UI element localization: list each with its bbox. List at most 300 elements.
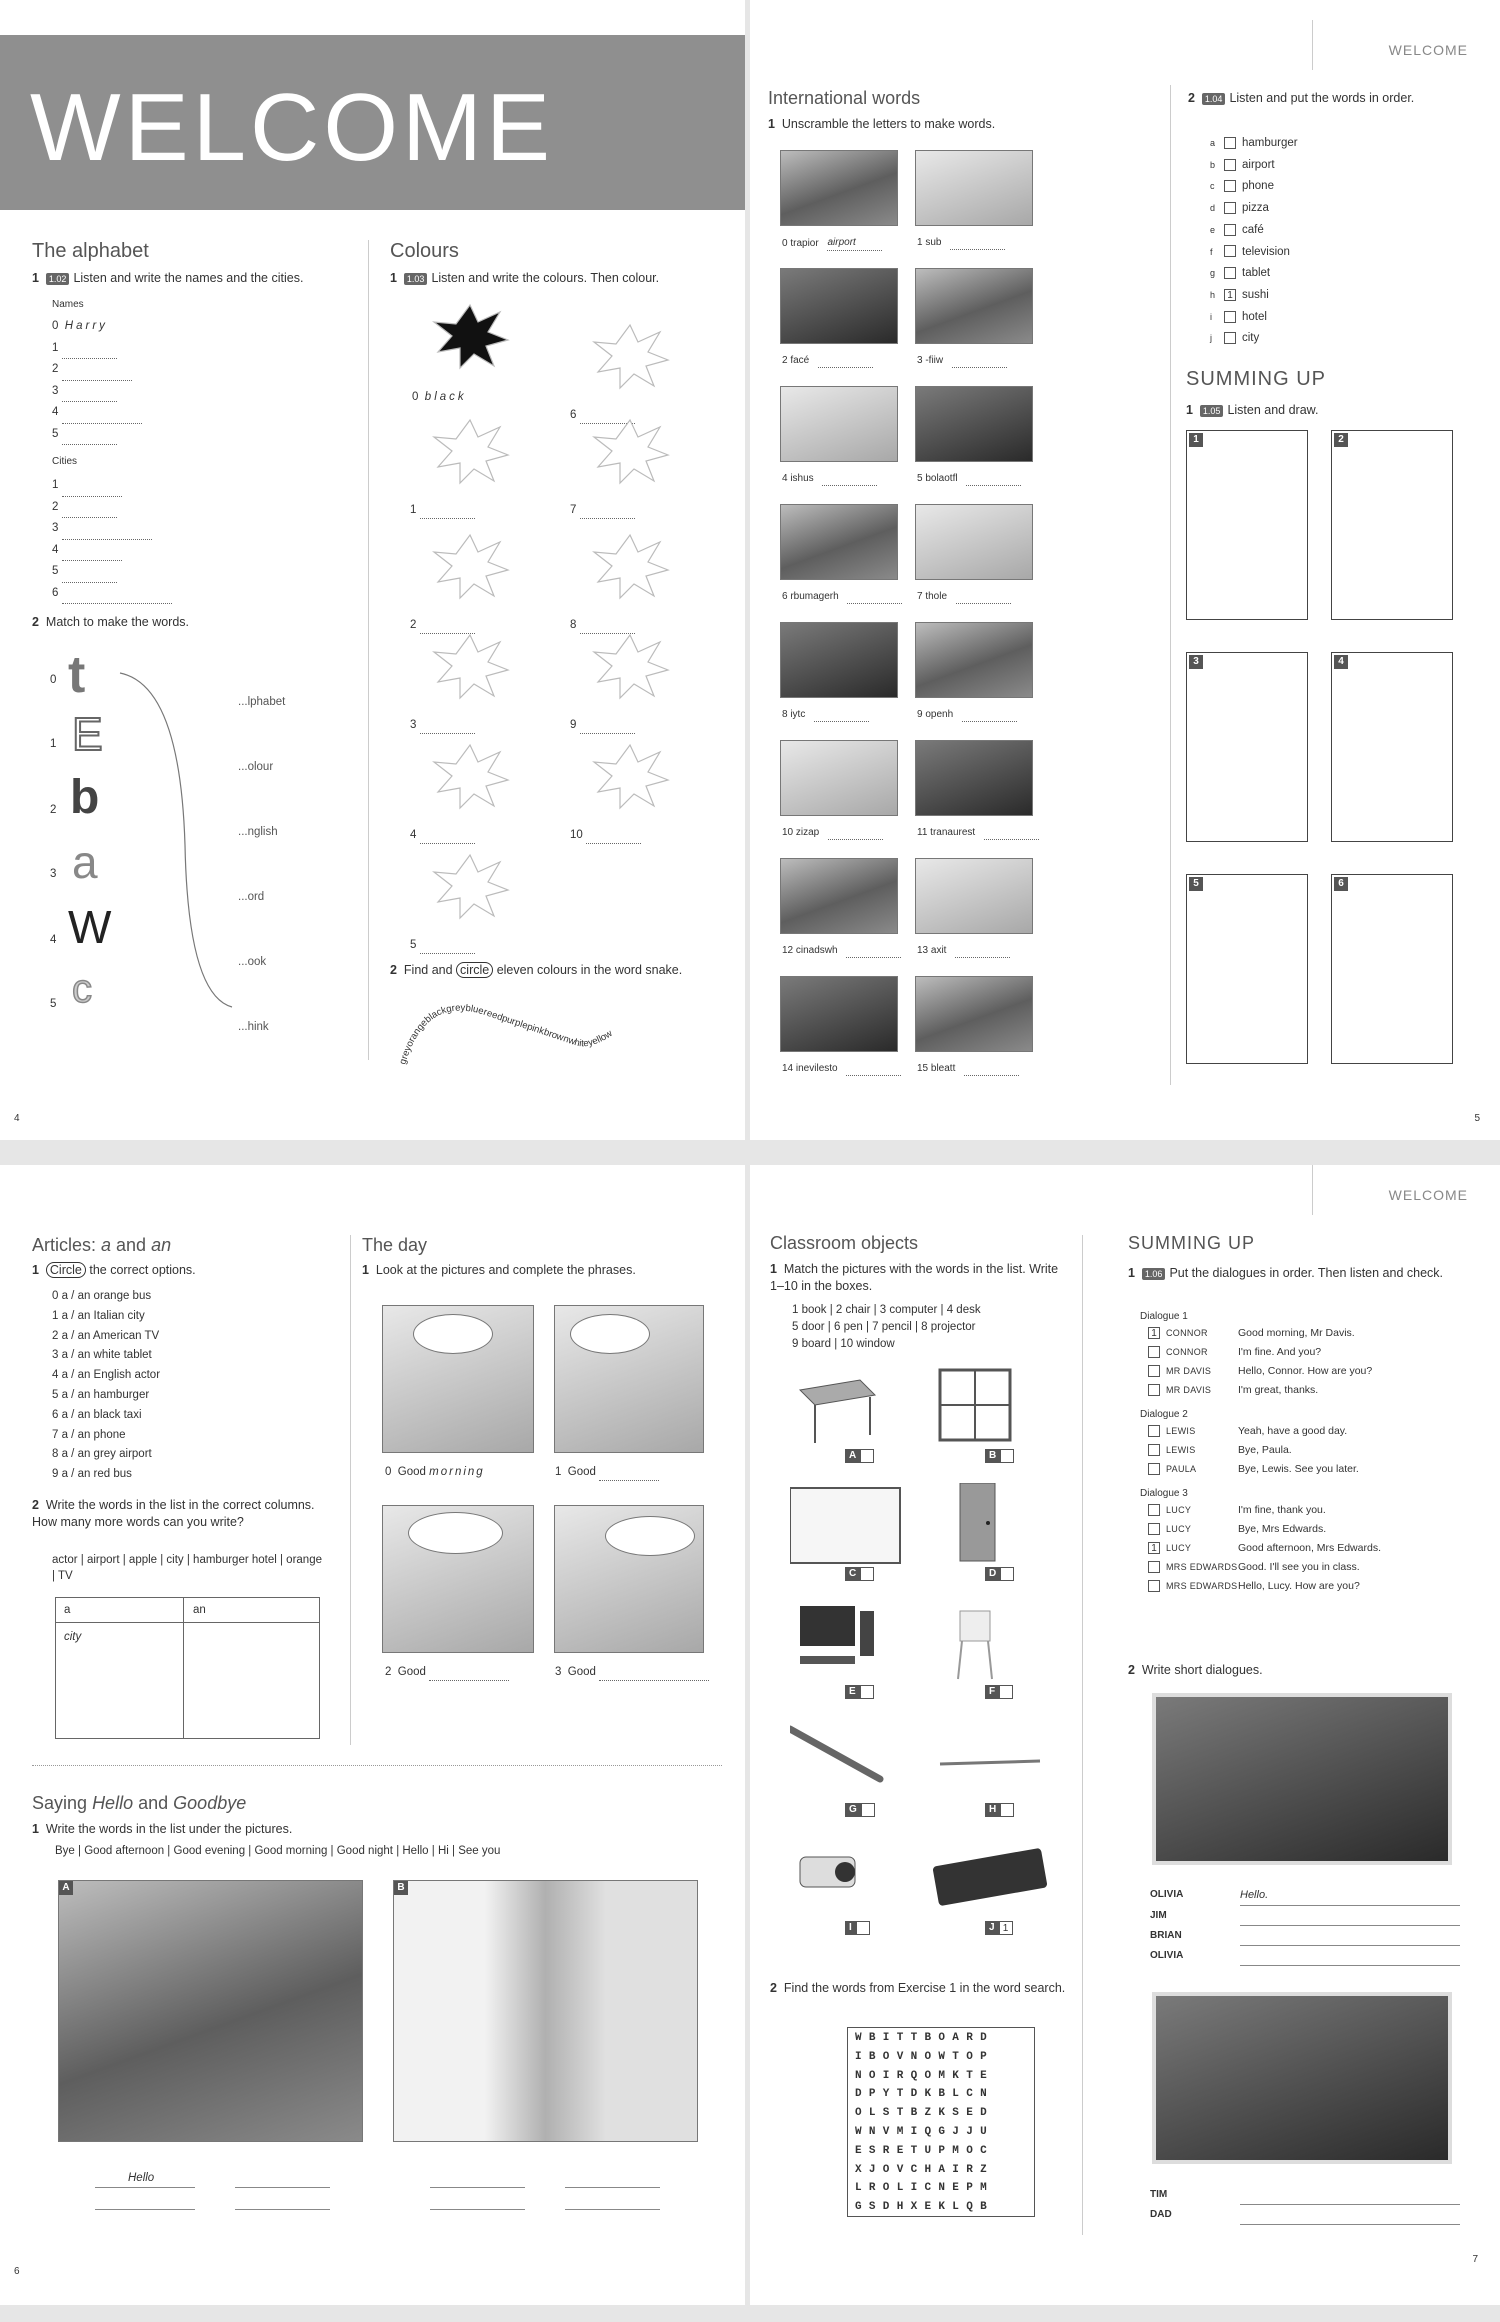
intl-caption: 8 iytc: [782, 708, 922, 722]
colour-splat[interactable]: [590, 630, 670, 700]
dialogue-line: [1148, 1541, 1488, 1555]
names-label: Names: [52, 299, 84, 310]
article-item: 9 a / an red bus: [52, 1468, 132, 1481]
object-tag: E: [845, 1685, 860, 1699]
page-number: 6: [14, 2266, 20, 2277]
intl-answer[interactable]: [964, 1075, 1019, 1076]
order-letter: e: [1210, 224, 1216, 235]
object-desk-icon: [790, 1365, 880, 1445]
speaker-name: OLIVIA: [1150, 1889, 1184, 1900]
word-search-row: ESRETUPMOC: [855, 2144, 995, 2157]
welcome-banner: [0, 35, 745, 210]
dialogue-line: [1148, 1579, 1488, 1593]
order-list: [1210, 133, 1298, 350]
order-letter: h: [1210, 289, 1216, 300]
order-letter: i: [1210, 311, 1212, 322]
letter-c: c: [72, 967, 92, 1011]
classroom-list: [792, 1302, 981, 1353]
order-item: [1210, 328, 1298, 350]
dialogue-checkbox[interactable]: [1148, 1523, 1160, 1535]
summing-ex1: 1 1.06 Put the dialogues in order. Then listen and check.: [1128, 1266, 1443, 1280]
object-answer-box[interactable]: [845, 1921, 870, 1935]
colour-number: 5: [410, 938, 475, 954]
speaker-line: [1150, 1926, 1480, 1946]
corner-rule: [1312, 20, 1313, 70]
speaker-answer[interactable]: [1240, 1946, 1460, 1966]
hello-ex1: 1 Write the words in the list under the pictures.: [32, 1822, 293, 1836]
object-computer-icon: [790, 1601, 880, 1681]
order-letter: a: [1210, 138, 1216, 148]
draw-box[interactable]: [1186, 652, 1308, 842]
intl-photo: [915, 976, 1033, 1052]
page-7: [750, 1165, 1500, 2305]
day-ex1: 1 Look at the pictures and complete the phrases.: [362, 1263, 636, 1277]
dialogue-1-speakers: [1150, 1885, 1480, 1966]
object-box[interactable]: [1000, 1803, 1014, 1817]
day-title: The day: [362, 1235, 428, 1255]
endings-list: [238, 670, 285, 1060]
speaker-answer[interactable]: [1240, 1906, 1460, 1926]
word-search-row: GSDHXEKLQB: [855, 2201, 995, 2214]
object-box[interactable]: [860, 1685, 874, 1699]
intl-photo: [915, 150, 1033, 226]
intl-caption: 4 ishus: [782, 472, 922, 486]
order-checkbox[interactable]: [1224, 180, 1236, 192]
names-list: 0 Harry 1 2 3 4 5: [52, 316, 142, 445]
speaker-name: BRIAN: [1150, 1930, 1182, 1941]
svg-text:greyorangeblackgreybluereedpur: [397, 1003, 614, 1066]
dialogue-text: Bye, Lewis. See you later.: [1238, 1463, 1359, 1475]
intl-answer[interactable]: [984, 839, 1039, 840]
intl-answer[interactable]: [955, 957, 1010, 958]
phrase-0: 0 Good morning: [385, 1466, 485, 1478]
dialogue-speaker: MR DAVIS: [1166, 1385, 1212, 1395]
dialogue-text: I'm fine, thank you.: [1238, 1504, 1326, 1516]
order-letter: f: [1210, 246, 1213, 257]
letter-E: E: [72, 708, 103, 760]
intl-caption: 11 tranaurest: [917, 826, 1057, 840]
corner-rule: [1312, 1165, 1313, 1215]
order-ex: [1188, 90, 1418, 107]
word-search: [847, 2027, 1035, 2217]
object-tag: B: [985, 1449, 1000, 1463]
letter-b: b: [70, 771, 100, 824]
dialogue-text: Yeah, have a good day.: [1238, 1425, 1348, 1437]
audio-icon[interactable]: 1.03: [404, 273, 428, 285]
dialogue-text: Bye, Paula.: [1238, 1444, 1292, 1456]
colour-splat[interactable]: [430, 300, 510, 370]
word-list: actor | airport | apple | city | hamburger hotel | orange | TV: [52, 1554, 322, 1582]
intl-answer[interactable]: [950, 249, 1005, 250]
word-search-row: XJOVCHAIRZ: [855, 2163, 995, 2176]
word-search-row: NOIRQOMKTE: [855, 2069, 995, 2082]
dialogue-checkbox[interactable]: [1148, 1384, 1160, 1396]
intl-answer[interactable]: airport: [827, 236, 882, 251]
colour-number: 7: [570, 503, 635, 519]
summing-title: SUMMING UP: [1186, 368, 1326, 390]
dialogue-checkbox[interactable]: [1148, 1463, 1160, 1475]
object-box[interactable]: [861, 1803, 875, 1817]
intl-title: International words: [768, 88, 921, 108]
classroom-ex1: 1 Match the pictures with the words in the list. Write 1–10 in the boxes.: [770, 1262, 1059, 1293]
order-text: Listen and put the words in order.: [1229, 91, 1415, 105]
intl-caption: 9 openh: [917, 708, 1057, 722]
colour-splat[interactable]: [430, 530, 510, 600]
alphabet-title: The alphabet: [32, 240, 149, 262]
ex2-text: Write short dialogues.: [1141, 1663, 1263, 1677]
dialogue-checkbox[interactable]: 1: [1148, 1327, 1160, 1339]
colour-number: 6: [570, 408, 635, 424]
object-box[interactable]: 1: [999, 1921, 1013, 1935]
draw-box[interactable]: [1186, 430, 1308, 620]
intl-answer[interactable]: [956, 603, 1011, 604]
audio-icon[interactable]: 1.06: [1142, 1268, 1166, 1280]
ex1-text: Look at the pictures and complete the phrases.: [375, 1263, 636, 1277]
dialogue-checkbox[interactable]: [1148, 1580, 1160, 1592]
match-line: [110, 665, 250, 1015]
object-answer-box[interactable]: [985, 1921, 1013, 1935]
ending: ...ook: [238, 956, 267, 968]
corner-label: WELCOME: [1388, 1187, 1468, 1203]
photo-wave: [393, 1880, 698, 2142]
colour-splat[interactable]: [590, 320, 670, 390]
letter-W: W: [68, 901, 112, 953]
articles-ex2: 2 Write the words in the list in the correct columns. How many more words can you write?: [32, 1498, 315, 1529]
dialogue-checkbox[interactable]: [1148, 1561, 1160, 1573]
colour-splat[interactable]: [590, 415, 670, 485]
object-box[interactable]: [999, 1685, 1013, 1699]
phrase-3: 3 Good: [555, 1665, 709, 1681]
column-divider: [1170, 85, 1171, 1085]
intl-caption: 15 bleatt: [917, 1062, 1057, 1076]
speaker-name: JIM: [1150, 1910, 1167, 1921]
snake-text: greyorangeblackgreybluereedpurplepinkbrownwhiteyellow: [397, 1002, 615, 1066]
audio-icon[interactable]: 1.05: [1200, 405, 1224, 417]
dialogue-line: [1148, 1345, 1488, 1359]
article-item: 5 a / an hamburger: [52, 1388, 150, 1401]
article-item: 8 a / an grey airport: [52, 1448, 152, 1461]
order-word: television: [1242, 245, 1290, 258]
order-word: airport: [1242, 158, 1275, 171]
colour-number: 2: [410, 618, 475, 634]
draw-box[interactable]: [1331, 652, 1453, 842]
speaker-line: [1150, 1906, 1480, 1926]
ending: ...hink: [238, 1021, 269, 1033]
order-letter: g: [1210, 268, 1216, 279]
speaker-line: [1150, 1885, 1480, 1906]
intl-caption: 12 cinadswh: [782, 944, 922, 958]
summing-ex1: 1 1.05 Listen and draw.: [1186, 403, 1319, 417]
intl-answer[interactable]: [952, 367, 1007, 368]
word-search-row: IBOVNOWTOP: [855, 2050, 995, 2063]
dialogue-text: Hello, Lucy. How are you?: [1238, 1580, 1360, 1592]
intl-photo: [915, 740, 1033, 816]
intl-answer[interactable]: [846, 1075, 901, 1076]
page-number: 5: [1474, 1113, 1480, 1124]
speaker-line: [1150, 2185, 1480, 2205]
colour-splat[interactable]: [430, 630, 510, 700]
colour-number: 4: [410, 828, 475, 844]
speaker-answer[interactable]: [1240, 2205, 1460, 2225]
intl-ex1: 1 Unscramble the letters to make words.: [768, 117, 996, 131]
phrase-answer: morning: [429, 1466, 485, 1478]
ex1-text: the correct options.: [89, 1263, 196, 1277]
object-chair-icon: [930, 1601, 1020, 1681]
audio-icon[interactable]: 1.02: [46, 273, 70, 285]
articles-ex1: 1 Circle the correct options.: [32, 1263, 196, 1277]
object-tag: D: [985, 1567, 1000, 1581]
object-box[interactable]: [1000, 1567, 1014, 1581]
word-search-row: DPYTDKBLCN: [855, 2088, 995, 2101]
order-checkbox[interactable]: [1224, 224, 1236, 236]
articles-title: Articles: a and an: [32, 1235, 172, 1255]
intl-photo: [915, 386, 1033, 462]
intl-answer[interactable]: [966, 485, 1021, 486]
intl-photo: [780, 858, 898, 934]
articles-list: [52, 1287, 160, 1485]
section-divider: [32, 1765, 722, 1766]
intl-photo: [780, 504, 898, 580]
tag-a: A: [59, 1881, 73, 1895]
ex1-text: Write the words in the list under the pictures.: [45, 1822, 293, 1836]
order-checkbox[interactable]: [1224, 202, 1236, 214]
order-letter: b: [1210, 159, 1216, 170]
summing-title: SUMMING UP: [1128, 1233, 1255, 1253]
phrase-2: 2 Good: [385, 1665, 509, 1681]
order-checkbox[interactable]: [1224, 245, 1236, 257]
order-word: phone: [1242, 180, 1274, 193]
intl-answer[interactable]: [818, 367, 873, 368]
object-box[interactable]: [860, 1449, 874, 1463]
intl-photo: [780, 150, 898, 226]
cities-list: 1 2 3 4 5 6: [52, 475, 172, 604]
dialogue-line: [1148, 1326, 1488, 1340]
word-search-row: LROLICNEPM: [855, 2182, 995, 2195]
object-box[interactable]: [1000, 1449, 1014, 1463]
object-box[interactable]: [856, 1921, 870, 1935]
order-word: café: [1242, 223, 1264, 236]
object-pencil-icon: [930, 1719, 1020, 1799]
colours-ex1: 1 1.03 Listen and write the colours. Then colour.: [390, 271, 660, 285]
dialogue-line: [1148, 1560, 1488, 1574]
dialogue-line: [1148, 1443, 1488, 1457]
order-checkbox[interactable]: [1224, 332, 1236, 344]
draw-box[interactable]: [1331, 430, 1453, 620]
object-answer-box[interactable]: [845, 1567, 874, 1581]
dialogue-checkbox[interactable]: 1: [1148, 1542, 1160, 1554]
page-6: [0, 1165, 745, 2305]
speaker-answer[interactable]: [1240, 1926, 1460, 1946]
article-item: 3 a / an white tablet: [52, 1349, 152, 1362]
ex2-text: Find the words from Exercise 1 in the word search.: [783, 1981, 1066, 1995]
dialogue-text: Good morning, Mr Davis.: [1238, 1327, 1355, 1339]
draw-box-number: 3: [1189, 655, 1203, 669]
hello-title: [32, 1793, 246, 1814]
intl-answer[interactable]: [847, 603, 902, 604]
dialogue-checkbox[interactable]: [1148, 1425, 1160, 1437]
intl-answer[interactable]: [822, 485, 877, 486]
object-answer-box[interactable]: [845, 1685, 874, 1699]
photo-street: [1152, 1693, 1452, 1865]
phrase-1: 1 Good: [555, 1465, 659, 1481]
order-word: city: [1242, 332, 1260, 345]
object-answer-box[interactable]: [985, 1803, 1014, 1817]
dialogue-speaker: LUCY: [1166, 1543, 1192, 1553]
object-tag: G: [845, 1803, 861, 1817]
dialogue-checkbox[interactable]: [1148, 1346, 1160, 1358]
intl-caption: 10 zizap: [782, 826, 922, 840]
hello-answer: Hello: [128, 2172, 155, 2184]
colour-splat[interactable]: [590, 740, 670, 810]
word-snake: [395, 975, 675, 1075]
order-item: [1210, 285, 1298, 307]
speaker-name: DAD: [1150, 2209, 1172, 2220]
object-answer-box[interactable]: [985, 1567, 1014, 1581]
object-answer-box[interactable]: [845, 1803, 875, 1817]
object-door-icon: [930, 1483, 1020, 1563]
ex1-text: Unscramble the letters to make words.: [781, 117, 996, 131]
t-em: Hello: [92, 1793, 134, 1813]
letter-t: t: [68, 646, 86, 704]
colour-splat[interactable]: [590, 530, 670, 600]
dialogue-line: [1148, 1383, 1488, 1397]
speaker-answer[interactable]: Hello.: [1240, 1885, 1460, 1906]
dialogue-speaker: MRS EDWARDS: [1166, 1562, 1238, 1572]
object-board-icon: [790, 1483, 880, 1563]
ex1-text: Match the pictures with the words in the list. Write 1–10 in the boxes.: [770, 1262, 1059, 1293]
dialogue-checkbox[interactable]: [1148, 1504, 1160, 1516]
article-item: 7 a / an phone: [52, 1428, 126, 1441]
column-divider: [368, 240, 369, 1060]
intl-photo: [915, 858, 1033, 934]
ending: ...olour: [238, 761, 274, 773]
dialogue-speaker: CONNOR: [1166, 1328, 1208, 1338]
name-answer: Harry: [64, 320, 108, 332]
answer-lines: [95, 2185, 695, 2215]
phrase-good: Good: [567, 1466, 596, 1478]
page-4: WELCOME The alphabet 1 1.02 Listen and write the names and the cities. Names 0 Harry 1 2 3 4 5 Cities 1 2 3 4 5 6 2 Match to make the words. 0 t 1 E 2 b 3 a 4 W 5 c ...lphabet ...olour ...nglish ...ord ...ook ...hink Colours 1 1.03 Listen and write the colours. Then colour. 6 1 7 2 8 3 9 4 10 5 0 black 2 Find and circle eleven colours in the word snake. greyorangeblackgreybluereedpurplepinkbrownwhiteyellow 4: [0, 0, 745, 1140]
dialogue-heading: Dialogue 2: [1140, 1409, 1188, 1420]
order-word: sushi: [1242, 288, 1269, 301]
draw-box-number: 2: [1334, 433, 1348, 447]
dialogue-line: [1148, 1424, 1488, 1438]
ex2-pre: Find and: [403, 963, 453, 977]
word-search-row: WNVMIQGJJU: [855, 2125, 995, 2138]
classroom-title: Classroom objects: [770, 1233, 919, 1253]
dialogue-speaker: LUCY: [1166, 1505, 1192, 1515]
dialogue-2-speakers: [1150, 2185, 1480, 2225]
draw-box[interactable]: [1331, 874, 1453, 1064]
colour-number: 10: [570, 828, 641, 844]
cities-label: Cities: [52, 456, 78, 467]
speaker-answer[interactable]: [1240, 2185, 1460, 2205]
draw-box-number: 5: [1189, 877, 1203, 891]
order-checkbox[interactable]: [1224, 159, 1236, 171]
article-item: 0 a / an orange bus: [52, 1290, 152, 1302]
ex1-text: Listen and write the colours. Then colour.: [431, 271, 660, 285]
ex1-text: Listen and draw.: [1227, 403, 1319, 417]
order-item: [1210, 176, 1298, 198]
object-answer-box[interactable]: [845, 1449, 874, 1463]
colour-number: 1: [410, 503, 475, 519]
colour-answer: black: [424, 391, 467, 403]
intl-caption: 7 thole: [917, 590, 1057, 604]
object-answer-box[interactable]: [985, 1449, 1014, 1463]
colours-ex2: 2 Find and circle eleven colours in the word snake.: [390, 963, 683, 977]
word-search-row: WBITTBOARD: [855, 2032, 995, 2044]
intl-caption: 5 bolaotfl: [917, 472, 1057, 486]
dialogue-heading: Dialogue 3: [1140, 1488, 1188, 1499]
ending: ...ord: [238, 891, 265, 903]
intl-photo: [780, 386, 898, 462]
word-search-row: OLSTBZKSED: [855, 2107, 995, 2120]
dialogue-checkbox[interactable]: [1148, 1444, 1160, 1456]
ending: ...nglish: [238, 826, 278, 838]
order-item: [1210, 198, 1298, 220]
intl-answer[interactable]: [962, 721, 1017, 722]
order-checkbox[interactable]: 1: [1224, 289, 1236, 301]
order-item: [1210, 242, 1298, 264]
dialogue-speaker: MR DAVIS: [1166, 1366, 1212, 1376]
article-item: 4 a / an English actor: [52, 1369, 161, 1382]
object-tag: C: [845, 1567, 860, 1581]
dialogue-speaker: LEWIS: [1166, 1445, 1196, 1455]
speaker-line: [1150, 2205, 1480, 2225]
order-item: [1210, 220, 1298, 242]
order-item: [1210, 263, 1298, 285]
ex-num: 2: [1188, 91, 1195, 105]
order-item: [1210, 133, 1298, 155]
order-item: [1210, 155, 1298, 177]
object-box[interactable]: [860, 1567, 874, 1581]
photo-handshake: [58, 1880, 363, 2142]
order-checkbox[interactable]: [1224, 137, 1236, 149]
alphabet-ex1: 1 1.02 Listen and write the names and the cities.: [32, 271, 304, 285]
list-line: 9 board | 10 window: [792, 1338, 895, 1350]
object-book-icon: [930, 1837, 1020, 1917]
object-tag: I: [845, 1921, 856, 1935]
summing-ex2: 2 Write short dialogues.: [1128, 1663, 1263, 1677]
letter-a: a: [72, 836, 98, 888]
order-checkbox[interactable]: [1224, 267, 1236, 279]
corner-label: WELCOME: [1388, 42, 1468, 58]
intl-answer[interactable]: [846, 957, 901, 958]
object-pen-icon: [790, 1719, 880, 1799]
ex2-text: Write the words in the list in the correct columns. How many more words can you write?: [32, 1498, 315, 1529]
speaker-name: TIM: [1150, 2189, 1168, 2200]
colour-splat[interactable]: [430, 850, 510, 920]
colour-splat[interactable]: [430, 415, 510, 485]
dialogue-text: Good. I'll see you in class.: [1238, 1561, 1360, 1573]
ex2-text: Match to make the words.: [45, 615, 190, 629]
dialogue-speaker: LUCY: [1166, 1524, 1192, 1534]
dialogue-checkbox[interactable]: [1148, 1365, 1160, 1377]
object-answer-box[interactable]: [985, 1685, 1013, 1699]
draw-box[interactable]: [1186, 874, 1308, 1064]
colour-splat[interactable]: [430, 740, 510, 810]
ex2-post: eleven colours in the word snake.: [496, 963, 683, 977]
intl-answer[interactable]: [814, 721, 869, 722]
classroom-ex2: 2 Find the words from Exercise 1 in the word search.: [770, 1981, 1066, 1995]
column-divider: [1082, 1235, 1083, 2235]
alphabet-ex2: 2 Match to make the words.: [32, 615, 190, 629]
phrase-good: Good: [397, 1466, 426, 1478]
intl-answer[interactable]: [828, 839, 883, 840]
dialogue-speaker: PAULA: [1166, 1464, 1197, 1474]
order-checkbox[interactable]: [1224, 311, 1236, 323]
intl-photo: [915, 268, 1033, 344]
audio-icon[interactable]: 1.04: [1202, 93, 1226, 105]
